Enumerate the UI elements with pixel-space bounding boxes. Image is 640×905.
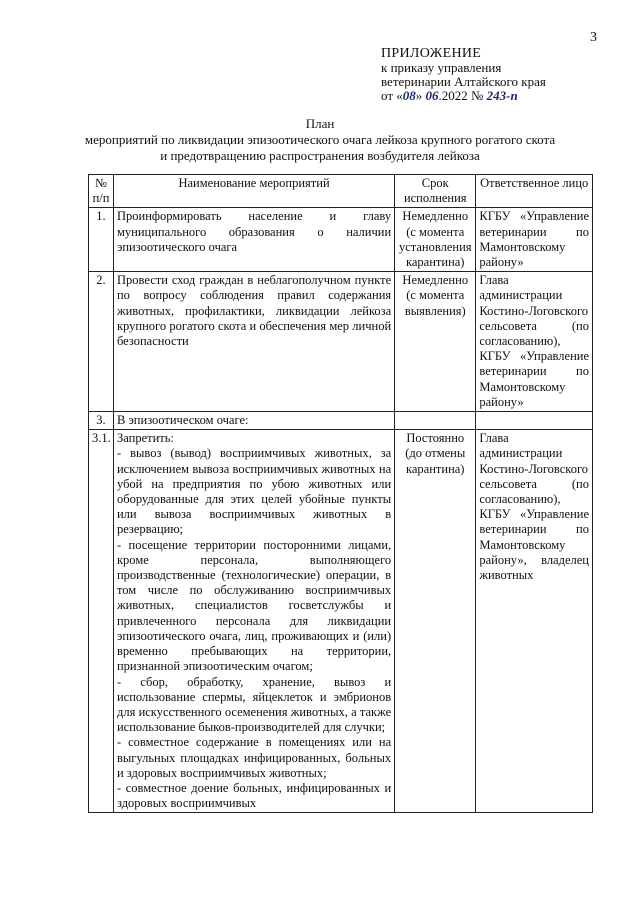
row-measure: Провести сход граждан в неблагополучном пункте по вопросу соблюдения правил содержания животных, профилактики, ликвидации лейкоза крупного рогатого скота и обеспечения мер личной безопасности <box>113 272 394 412</box>
plan-title <box>60 116 580 164</box>
row-number: 2. <box>89 272 114 412</box>
row-measure: В эпизоотическом очаге: <box>113 412 394 430</box>
table-row <box>89 272 593 412</box>
appendix-block <box>381 47 546 103</box>
row-responsible <box>476 412 593 430</box>
row-number: 1. <box>89 208 114 272</box>
row-number: 3. <box>89 412 114 430</box>
row-measure: Проинформировать население и главу муниципального образования о наличии эпизоотического очага <box>113 208 394 272</box>
row-term: Постоянно (до отмены карантина) <box>395 430 476 813</box>
row-responsible: КГБУ «Управление ветеринарии по Мамонтовскому району» <box>476 208 593 272</box>
measure-item: - вывоз (вывод) восприимчивых животных, за исключением вывоза восприимчивых животных на убой на предприятия по убою животных или оборудованные для этих целей убойные пункты или вывоза восприимчивых животных в резервацию; <box>116 446 392 537</box>
date-year: .2022 № <box>438 88 484 103</box>
row-measure <box>113 430 394 813</box>
measures-table <box>88 174 593 813</box>
row-term: Немедленно (с момента выявления) <box>395 272 476 412</box>
title-line-3: и предотвращению распространения возбудителя лейкоза <box>160 148 480 163</box>
measure-intro: Запретить: <box>116 431 174 446</box>
appendix-line-2: ветеринарии Алтайского края <box>381 74 546 89</box>
header-num: № п/п <box>89 175 114 208</box>
date-mid: » <box>415 88 423 103</box>
row-term <box>395 412 476 430</box>
handwritten-month: 06 <box>425 88 439 103</box>
row-responsible: Глава администрации Костино-Логовского сельсовета (по согласованию), КГБУ «Управление ветеринарии по Мамонтовскому району», владелец животных <box>476 430 593 813</box>
handwritten-order-number: 243-п <box>486 88 518 103</box>
table-row <box>89 412 593 430</box>
title-line-2: мероприятий по ликвидации эпизоотического очага лейкоза крупного рогатого скота <box>84 132 556 147</box>
handwritten-day: 08 <box>402 88 416 103</box>
appendix-date-line <box>381 89 546 103</box>
table-header-row <box>89 175 593 208</box>
header-name: Наименование мероприятий <box>113 175 394 208</box>
table-row <box>89 208 593 272</box>
table-row <box>89 430 593 813</box>
row-number: 3.1. <box>89 430 114 813</box>
header-term: Срок исполнения <box>395 175 476 208</box>
row-term: Немедленно (с момента установления карантина) <box>395 208 476 272</box>
header-responsible: Ответственное лицо <box>476 175 593 208</box>
appendix-line-1: к приказу управления <box>381 60 502 75</box>
row-responsible: Глава администрации Костино-Логовского сельсовета (по согласованию), КГБУ «Управление ветеринарии по Мамонтовскому району» <box>476 272 593 412</box>
appendix-heading: ПРИЛОЖЕНИЕ <box>381 46 482 61</box>
measure-item: - посещение территории посторонними лицами, кроме персонала, выполняющего производственные (технологические) операции, в том числе по обслуживанию восприимчивых животных, специалистов госветслужбы и привлеченного персонала для ликвидации эпизоотического очага, лиц, проживающих и (или) временно пребывающих на территории, признанной эпизоотическим очагом; <box>116 537 392 674</box>
measure-item: - сбор, обработку, хранение, вывоз и использование спермы, яйцеклеток и эмбрионов для искусственного осеменения животных, а также использование быков-производителей для случки; <box>116 674 392 735</box>
page-number: 3 <box>590 30 597 45</box>
title-line-1: План <box>305 116 335 131</box>
measure-item: - совместное доение больных, инфицированных и здоровых восприимчивых <box>116 780 392 811</box>
measure-item: - совместное содержание в помещениях или на выгульных площадках инфицированных, больных и здоровых восприимчивых животных; <box>116 735 392 780</box>
date-prefix: от « <box>381 88 403 103</box>
